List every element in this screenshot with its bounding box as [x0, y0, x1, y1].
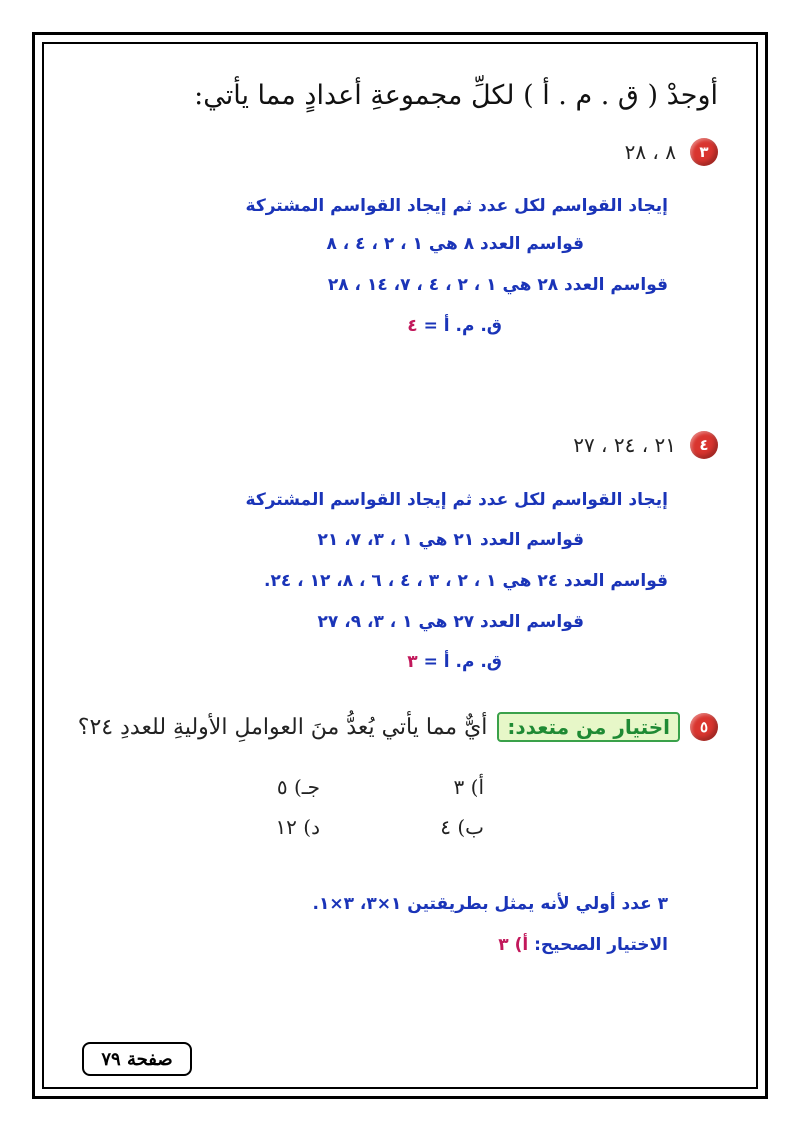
q4-divisors-27: قواسم العدد ٢٧ هي ١ ، ٣، ٩، ٢٧ [317, 612, 584, 632]
option-b: ب) ٤ [440, 815, 484, 839]
option-a: أ) ٣ [453, 775, 484, 799]
q5-answer [498, 935, 668, 955]
question-number-badge: ٣ [690, 138, 718, 166]
q5-explanation: ٣ عدد أولي لأنه يمثل بطريقتين ١×٣، ٣×١. [312, 894, 668, 914]
q3-divisors-28: قواسم العدد ٢٨ هي ١ ، ٢ ، ٤ ، ٧، ١٤ ، ٢٨ [327, 275, 668, 295]
gcd-label: ق. م. أ = [417, 652, 502, 672]
option-c: جـ) ٥ [276, 775, 320, 799]
q4-divisors-21: قواسم العدد ٢١ هي ١ ، ٣، ٧، ٢١ [317, 530, 584, 550]
question-text: أيٌّ مما يأتي يُعدُّ منَ العواملِ الأوليةِ للعددِ ٢٤؟ [77, 714, 488, 740]
answer-label: الاختيار الصحيح: [528, 935, 668, 955]
q3-gcd [407, 316, 502, 336]
q3-divisors-8: قواسم العدد ٨ هي ١ ، ٢ ، ٤ ، ٨ [326, 234, 584, 254]
question-numbers: ٨ ، ٢٨ [624, 140, 676, 164]
q4-gcd [407, 652, 502, 672]
question-4 [573, 431, 718, 459]
q4-divisors-24: قواسم العدد ٢٤ هي ١ ، ٢ ، ٣ ، ٤ ، ٦ ، ٨، ١٢ ، ٢٤. [264, 571, 668, 591]
multiple-choice-tag: اختيار من متعدد: [497, 712, 680, 742]
option-d: د) ١٢ [275, 815, 320, 839]
question-3 [625, 138, 718, 166]
question-numbers: ٢١ ، ٢٤ ، ٢٧ [573, 433, 676, 457]
question-number-badge: ٥ [690, 713, 718, 741]
answer-value: أ) ٣ [498, 935, 529, 955]
gcd-value: ٣ [407, 652, 418, 672]
gcd-value: ٤ [407, 316, 418, 336]
question-number-badge: ٤ [690, 431, 718, 459]
exercise-heading: أوجدْ ( ق . م . أ ) لكلِّ مجموعةِ أعدادٍ مما يأتي: [194, 80, 718, 111]
gcd-label: ق. م. أ = [417, 316, 502, 336]
q3-intro: إيجاد القواسم لكل عدد ثم إيجاد القواسم المشتركة [245, 196, 668, 216]
question-5 [78, 712, 718, 742]
page-number-box: صفحة ٧٩ [82, 1042, 192, 1076]
q4-intro: إيجاد القواسم لكل عدد ثم إيجاد القواسم المشتركة [245, 490, 668, 510]
